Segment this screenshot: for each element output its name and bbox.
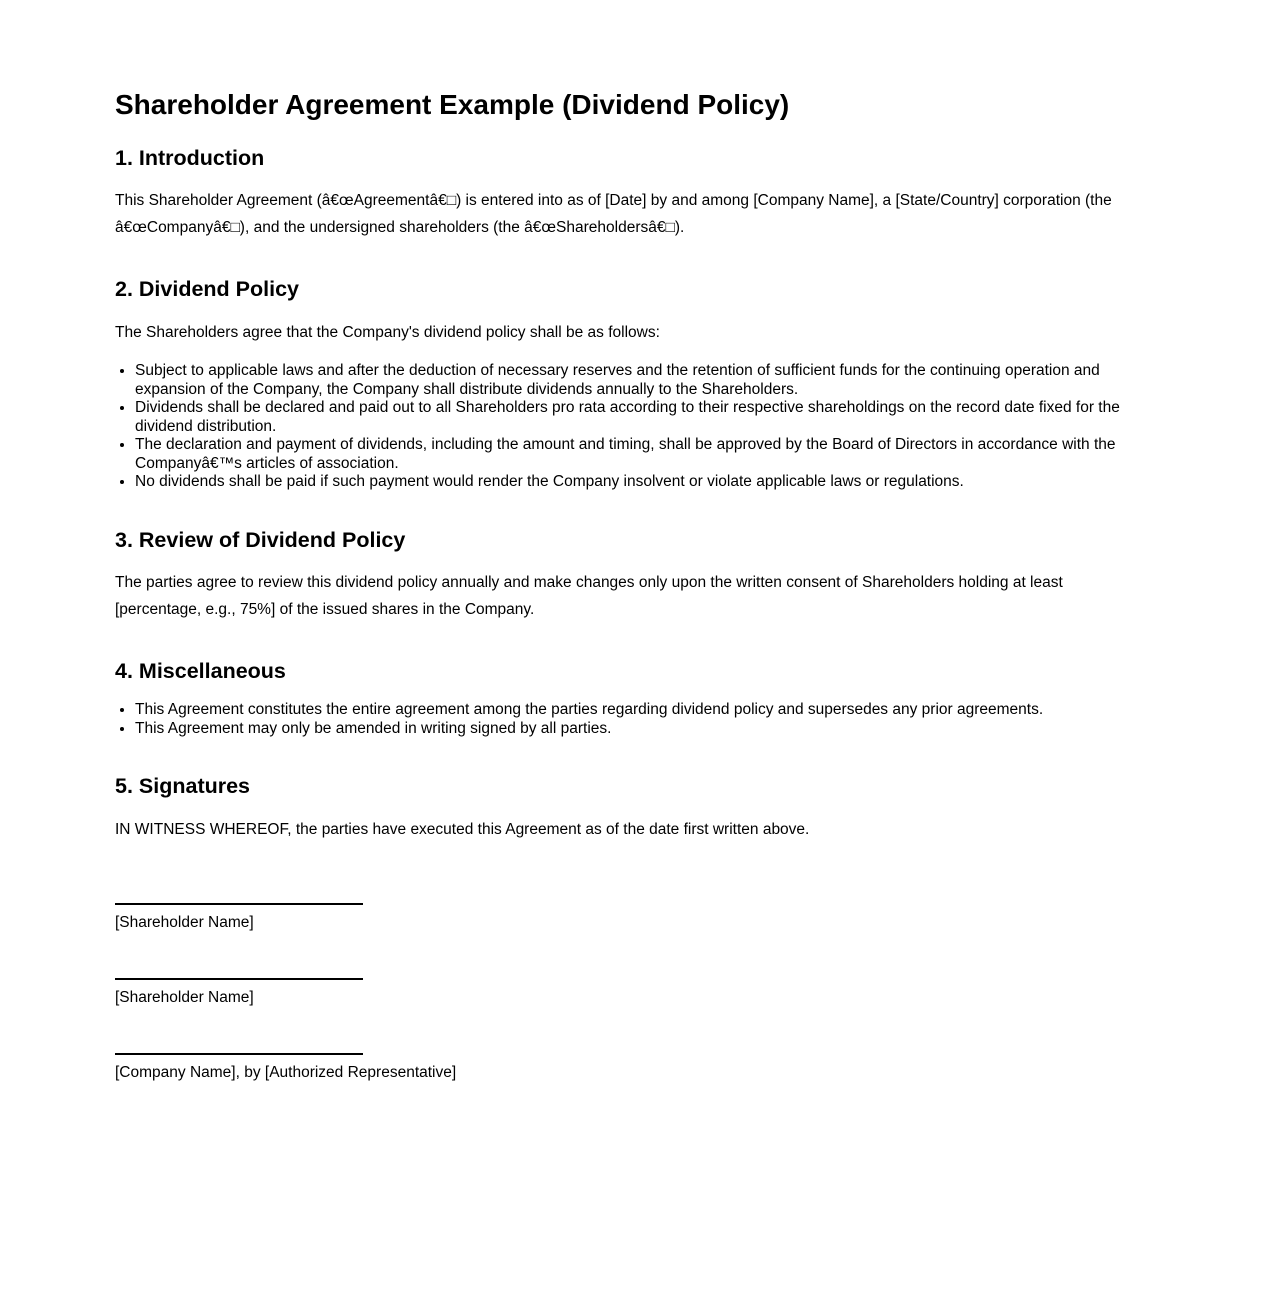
section-review-of-dividend-policy	[115, 528, 1150, 624]
signature-line	[115, 903, 363, 905]
paragraph-dividend-policy-lead: The Shareholders agree that the Company's dividend policy shall be as follows:	[115, 324, 660, 342]
section-miscellaneous	[115, 659, 1150, 738]
paragraph-review-of-dividend-policy: The parties agree to review this dividend policy annually and make changes only upon the written consent of Shareholders holding at least [percentage, e.g., 75%] of the issued shares in the Company.	[115, 574, 1063, 619]
section-heading-dividend-policy: 2. Dividend Policy	[115, 277, 299, 302]
bullet-list-miscellaneous	[115, 701, 1150, 738]
section-heading-signatures: 5. Signatures	[115, 774, 251, 799]
signature-label: [Company Name], by [Authorized Representative]	[115, 1064, 457, 1082]
bullet-item: • This Agreement constitutes the entire agreement among the parties regarding dividend policy and supersedes any prior agreements.	[135, 701, 1150, 720]
signature-label: [Shareholder Name]	[115, 914, 254, 932]
signature-line	[115, 1053, 363, 1055]
paragraph-signatures-lead: IN WITNESS WHEREOF, the parties have executed this Agreement as of the date first written above.	[115, 821, 810, 839]
bullet-item: • Subject to applicable laws and after the deduction of necessary reserves and the retention of sufficient funds for the continuing operation and expansion of the Company, the Company shall distribute dividends annually to the Shareholders.	[135, 362, 1150, 399]
section-heading-introduction: 1. Introduction	[115, 145, 265, 170]
section-heading-miscellaneous: 4. Miscellaneous	[115, 659, 286, 684]
paragraph-introduction: This Shareholder Agreement (â€œAgreementâ€□) is entered into as of [Date] by and among [Company Name], a [State/Country] corporation (the â€œCompanyâ€□), and the undersigned shareholders (the â€œShareholdersâ€□).	[115, 192, 1112, 237]
bullet-list-dividend-policy	[115, 362, 1150, 492]
signature-block	[115, 1053, 1150, 1082]
section-dividend-policy	[115, 277, 1150, 491]
bullet-item: • The declaration and payment of dividends, including the amount and timing, shall be approved by the Board of Directors in accordance with the Companyâ€™s articles of association.	[135, 436, 1150, 473]
section-introduction	[115, 146, 1150, 242]
signature-label: [Shareholder Name]	[115, 989, 254, 1007]
signature-block	[115, 903, 1150, 932]
section-heading-review-of-dividend-policy: 3. Review of Dividend Policy	[115, 527, 406, 552]
document-title: Shareholder Agreement Example (Dividend Policy)	[115, 89, 790, 120]
signature-line	[115, 978, 363, 980]
bullet-item: • No dividends shall be paid if such payment would render the Company insolvent or violate applicable laws or regulations.	[135, 473, 1150, 492]
signature-block	[115, 978, 1150, 1007]
section-signatures	[115, 774, 1150, 1082]
bullet-item: • This Agreement may only be amended in writing signed by all parties.	[135, 720, 1150, 739]
bullet-item: • Dividends shall be declared and paid out to all Shareholders pro rata according to their respective shareholdings on the record date fixed for the dividend distribution.	[135, 399, 1150, 436]
